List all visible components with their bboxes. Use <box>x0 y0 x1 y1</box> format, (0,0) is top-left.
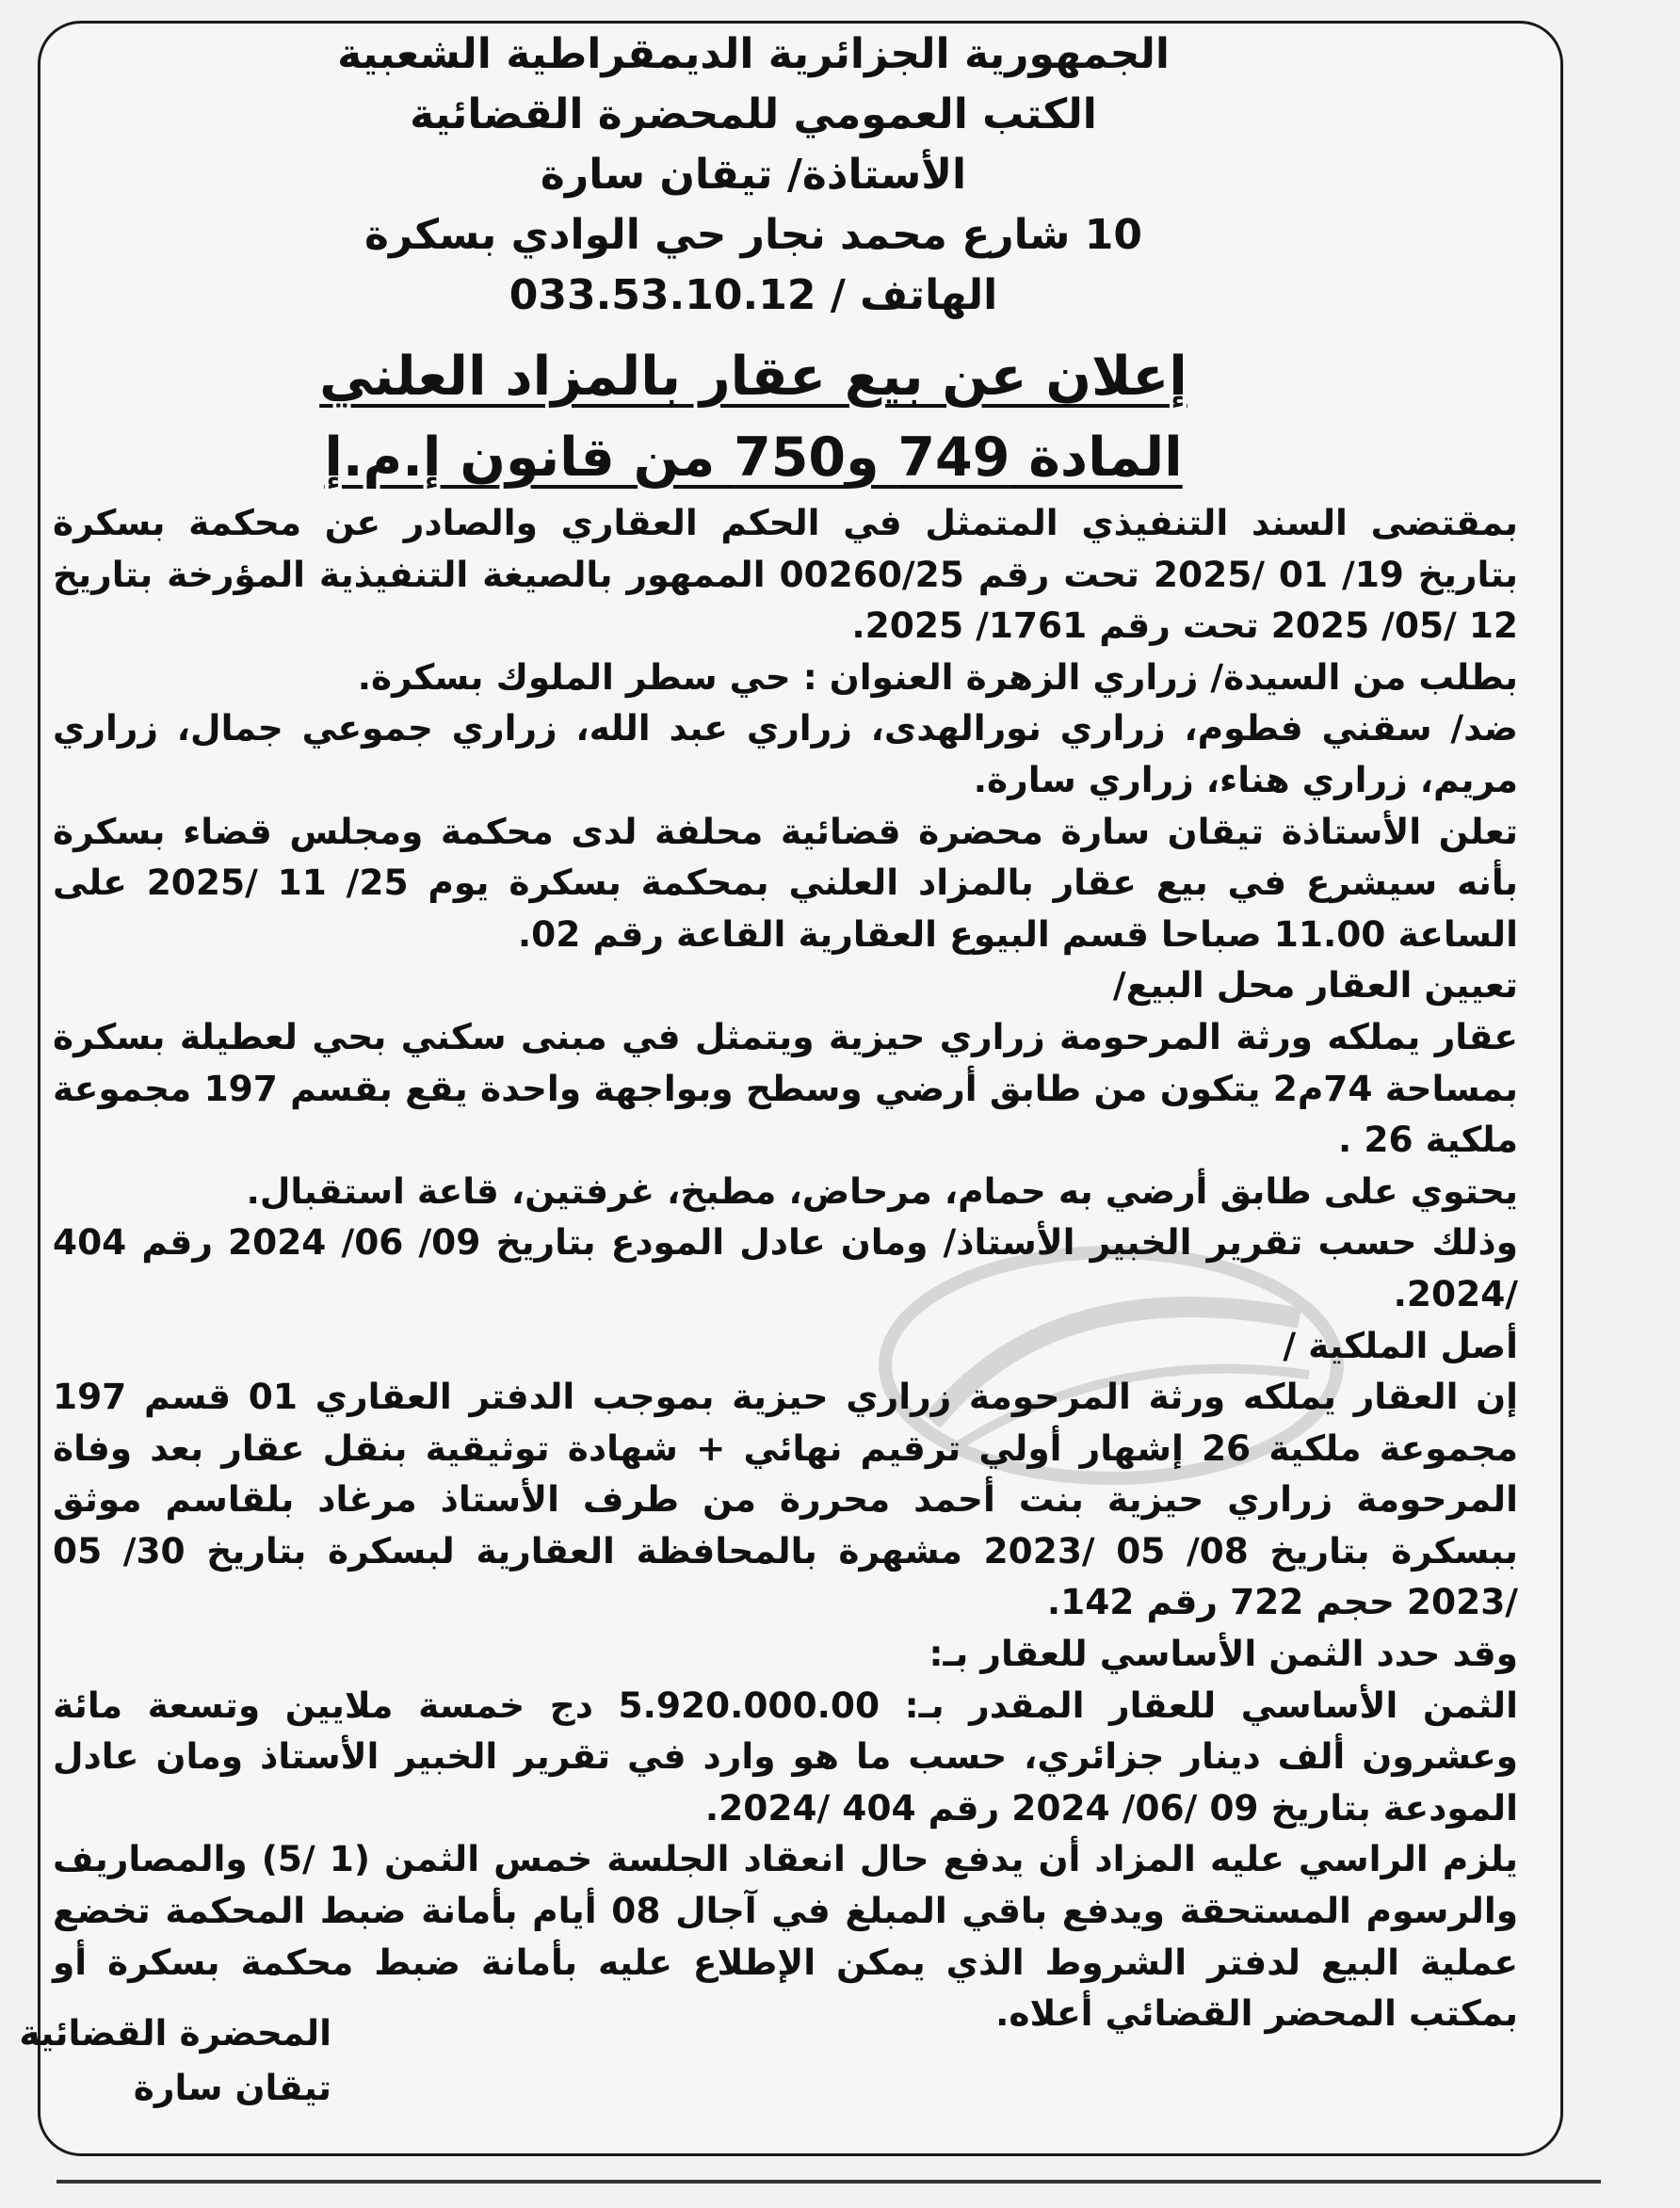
paragraph-property-description: عقار يملكه ورثة المرحومة زراري حيزية ويتمثل في مبنى سكني بحي لعطيلة بسكرة بمساحة 74م2 يتكون من طابق أرضي وسطح وبواجهة واحدة يقع بقسم 197 مجموعة ملكية 26 . <box>53 1015 1519 1161</box>
signature-block <box>19 2006 331 2115</box>
signature-title: المحضرة القضائية <box>19 2012 331 2054</box>
bailiff-name: الأستاذة/ تيقان سارة <box>540 151 967 199</box>
office-name: الكتب العمومي للمحضرة القضائية <box>410 90 1097 138</box>
paragraph-announcement: تعلن الأستاذة تيقان سارة محضرة قضائية محلفة لدى محكمة ومجلس قضاء بسكرة بأنه سيشرع في بيع عقار بالمزاد العلني بمحكمة بسكرة يوم 25/ 11 /2025 على الساعة 11.00 صباحا قسم البيوع العقارية القاعة رقم 02. <box>53 810 1519 955</box>
republic-name: الجمهورية الجزائرية الديمقراطية الشعبية <box>337 30 1170 78</box>
notice-title <box>188 339 1318 414</box>
paragraph-base-price: الثمن الأساسي للعقار المقدر بـ: 5.920.000.00 دج خمسة ملايين وتسعة مائة وعشرون ألف دينار جزائري، حسب ما هو وارد في تقرير الخبير الأستاذ ومان عادل المودعة بتاريخ 09 /06/ 2024 رقم 404 /2024. <box>53 1684 1518 1829</box>
paragraph-requester: بطلب من السيدة/ زراري الزهرة العنوان : حي سطر الملوك بسكرة. <box>357 655 1518 698</box>
notice-title-text: إعلان عن بيع عقار بالمزاد العلني <box>319 346 1187 408</box>
paragraph-payment-terms: يلزم الراسي عليه المزاد أن يدفع حال انعقاد الجلسة خمس الثمن (1 /5) والمصاريف والرسوم المستحقة ويدفع باقي المبلغ في آجال 08 أيام بأمانة ضبط المحكمة تخضع عملية البيع لدفتر الشروط الذي يمكن الإطلاع عليه بأمانة ضبط محكمة بسكرة أو بمكتب المحضر القضائي أعلاه. <box>53 1838 1519 2035</box>
notice-subtitle-text: المادة 749 و750 من قانون إ.م.إ <box>324 427 1183 489</box>
phone-number: 033.53.10.12 <box>509 271 816 319</box>
signature-name: تيقان سارة <box>133 2067 331 2108</box>
paragraph-expert-report: وذلك حسب تقرير الخبير الأستاذ/ ومان عادل المودع بتاريخ 09/ 06/ 2024 رقم 404 /2024. <box>53 1221 1518 1314</box>
notice-body <box>53 497 1518 2039</box>
paragraph-ownership: إن العقار يملكه ورثة المرحومة زراري حيزية بموجب الدفتر العقاري 01 قسم 197 مجموعة ملكية 26 إشهار أولي ترقيم نهائي + شهادة توثيقية بنقل عقار بعد وفاة المرحومة زراري حيزية بنت أحمد محررة من طرف الأستاذ مرغاد بلقاسم موثق ببسكرة بتاريخ 08/ 05 /2023 مشهرة بالمحافظة العقارية لبسكرة بتاريخ 30/ 05 /2023 حجم 722 رقم 142. <box>53 1376 1519 1623</box>
paragraph-defendants: ضد/ سقني فطوم، زراري نورالهدى، زراري عبد الله، زراري جموعي جمال، زراري مريم، زراري هناء، زراري سارة. <box>53 707 1518 800</box>
heading-ownership-origin: أصل الملكية / <box>1283 1324 1518 1366</box>
paragraph-enforcement-basis: بمقتضى السند التنفيذي المتمثل في الحكم العقاري والصادر عن محكمة بسكرة بتاريخ 19/ 01 /2025 تحت رقم 00260/25 الممهور بالصيغة التنفيذية المؤرخة بتاريخ 12 /05/ 2025 تحت رقم 1761/ 2025. <box>53 502 1518 647</box>
heading-base-price: وقد حدد الثمن الأساسي للعقار بـ: <box>929 1633 1518 1675</box>
paragraph-property-contents: يحتوي على طابق أرضي به حمام، مرحاض، مطبخ، غرفتين، قاعة استقبال. <box>246 1169 1518 1212</box>
letterhead <box>188 24 1318 326</box>
phone-line <box>188 266 1318 326</box>
phone-label: الهاتف / <box>830 271 998 319</box>
office-address: 10 شارع محمد نجار حي الوادي بسكرة <box>364 211 1142 259</box>
bottom-divider <box>57 2180 1601 2184</box>
notice-subtitle <box>188 420 1318 495</box>
heading-property-designation: تعيين العقار محل البيع/ <box>1112 964 1518 1007</box>
